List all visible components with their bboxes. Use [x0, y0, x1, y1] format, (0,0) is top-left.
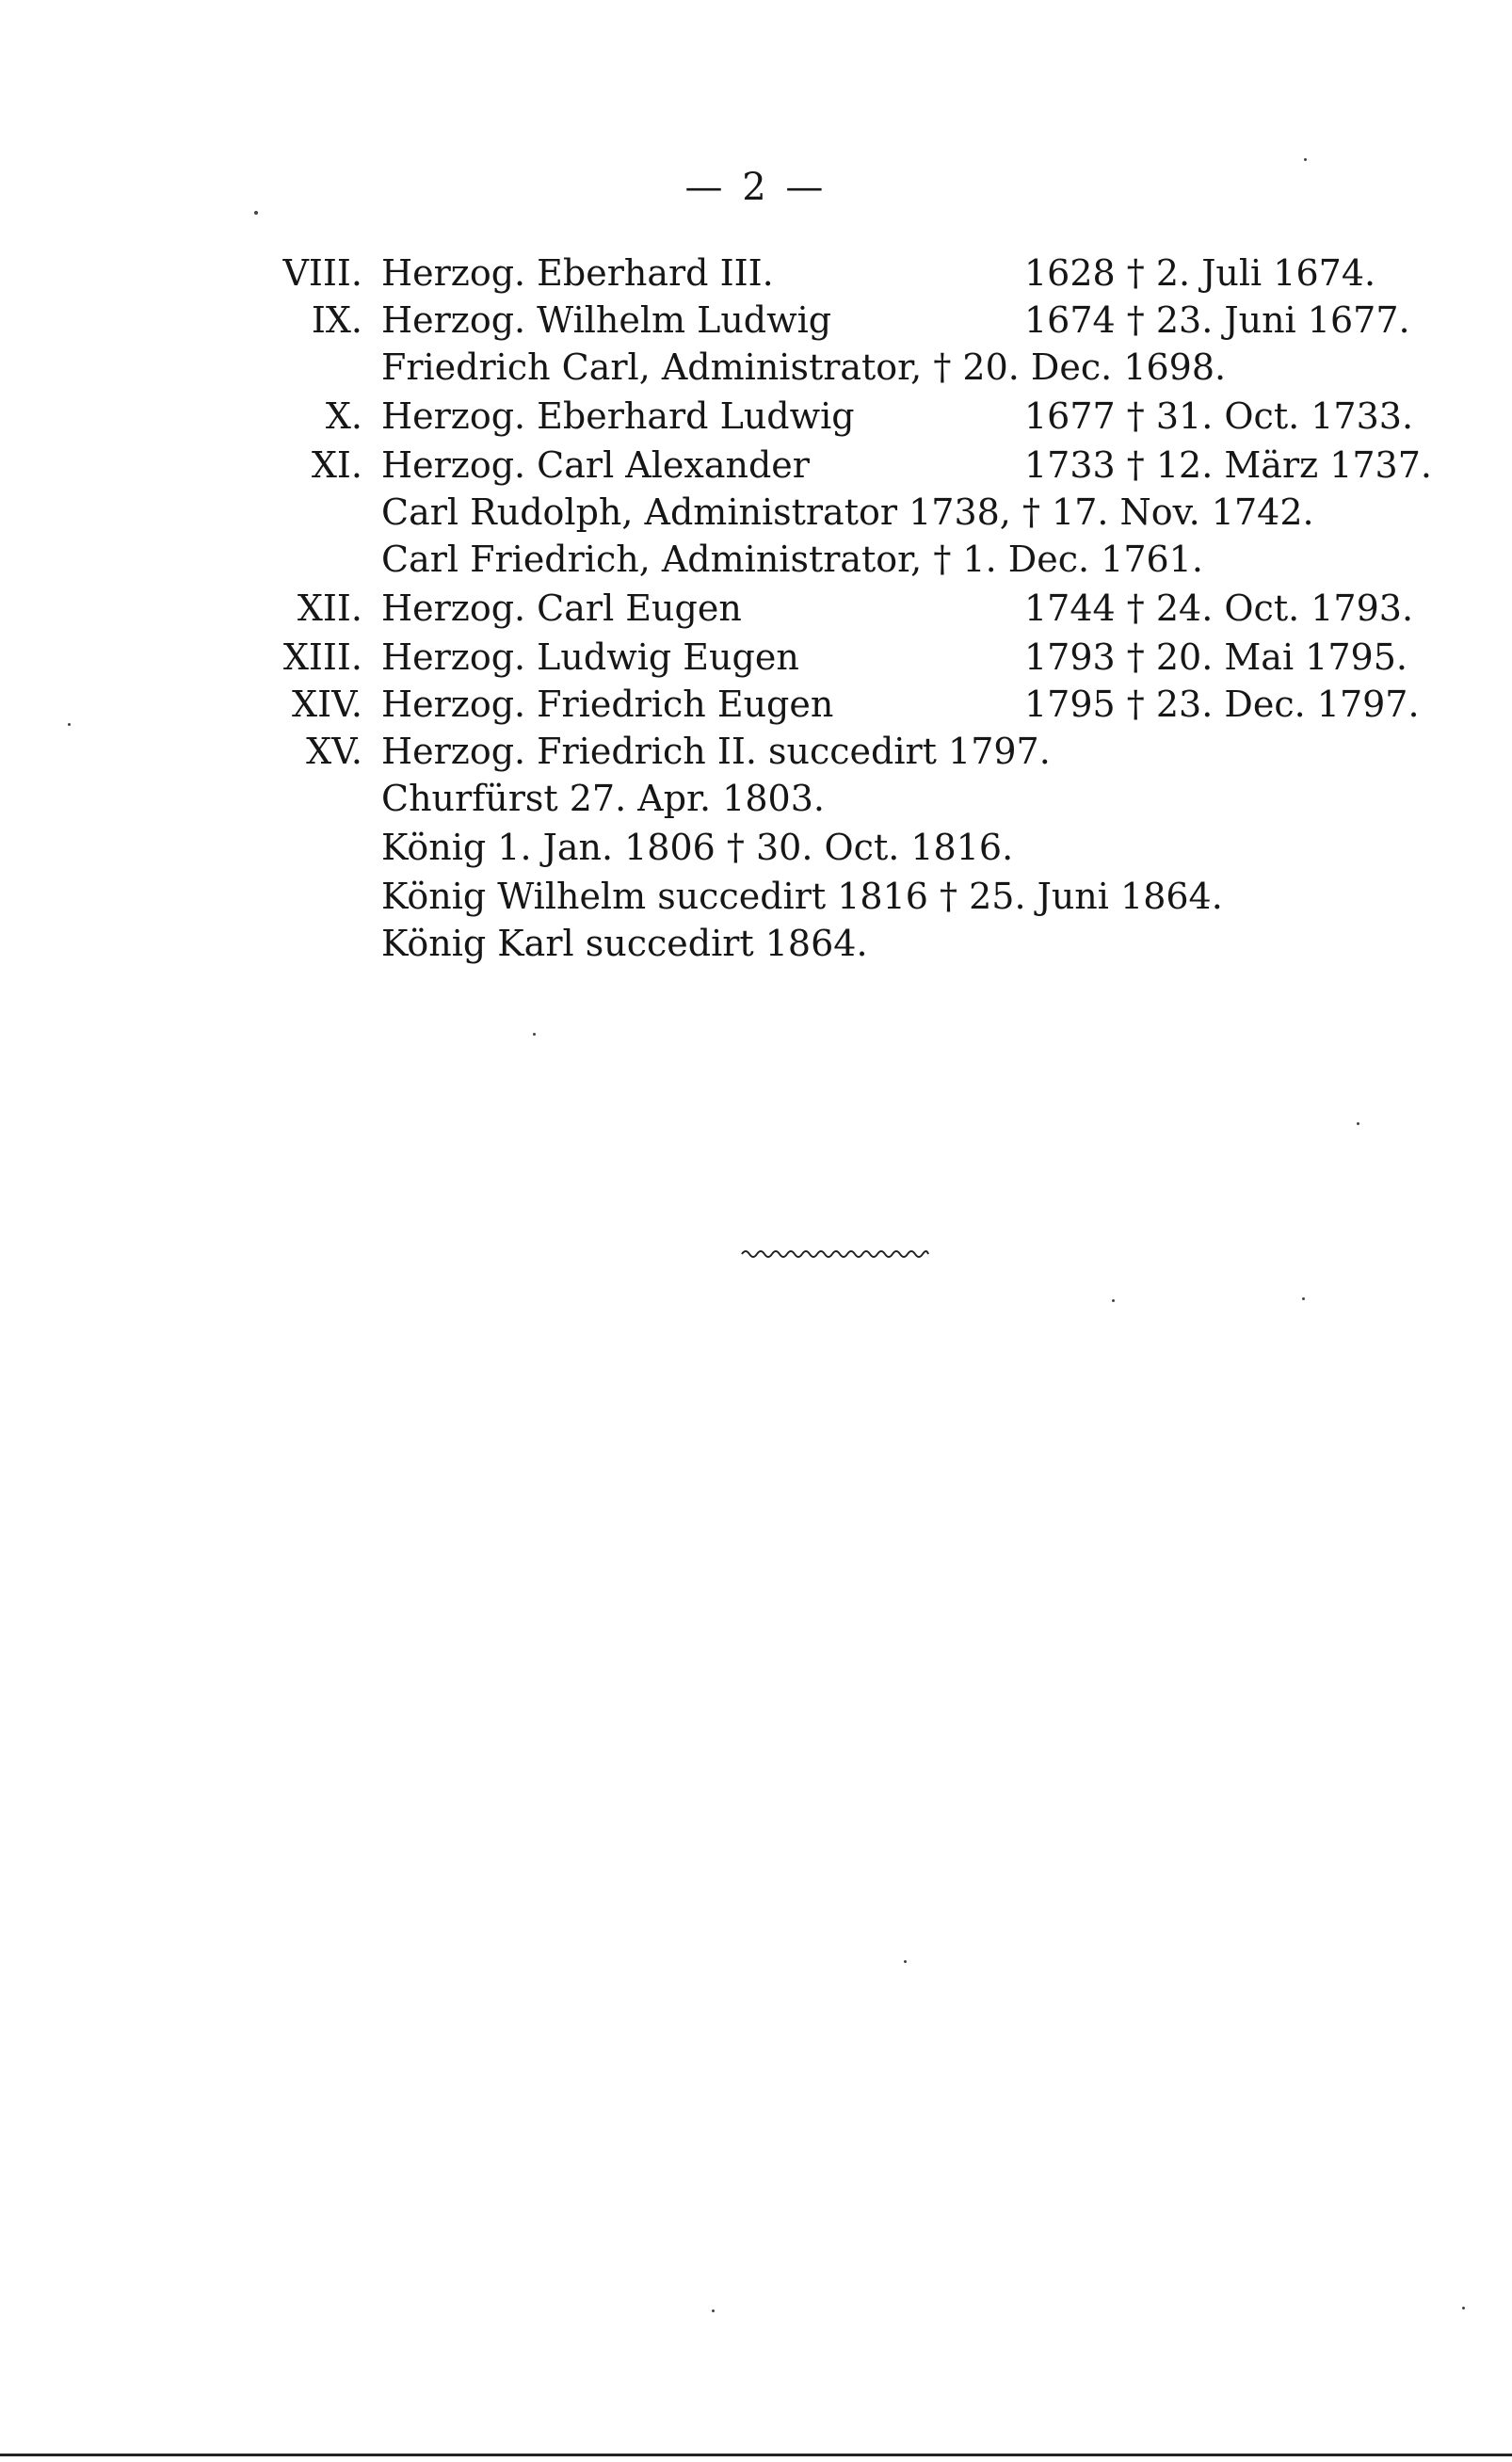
- entry-dates: 1793 † 20. Mai 1795.: [1024, 636, 1407, 678]
- entry-text: Churfürst 27. Apr. 1803.: [381, 778, 825, 819]
- page-number: — 2 —: [684, 166, 828, 209]
- entry-text: Herzog. Eberhard Ludwig: [381, 395, 855, 437]
- entry-text: König Wilhelm succedirt 1816 † 25. Juni 1864.: [381, 876, 1223, 917]
- entry-dates: 1674 † 23. Juni 1677.: [1024, 299, 1410, 341]
- entry-text: König 1. Jan. 1806 † 30. Oct. 1816.: [381, 827, 1014, 868]
- entry-text: Friedrich Carl, Administrator, † 20. Dec. 1698.: [381, 346, 1227, 388]
- page-edge-rule: [0, 2454, 1512, 2456]
- roman-numeral: IX.: [311, 299, 362, 341]
- entry-dates: 1677 † 31. Oct. 1733.: [1024, 395, 1414, 437]
- entry-dates: 1795 † 23. Dec. 1797.: [1024, 684, 1420, 725]
- entry-text: Carl Friedrich, Administrator, † 1. Dec. 1761.: [381, 539, 1203, 580]
- entry-dates: 1628 † 2. Juli 1674.: [1024, 252, 1376, 294]
- roman-numeral: XIV.: [292, 684, 362, 725]
- entry-text: Herzog. Carl Eugen: [381, 587, 742, 629]
- roman-numeral: XIII.: [282, 636, 362, 678]
- entry-dates: 1744 † 24. Oct. 1793.: [1024, 587, 1414, 629]
- entry-text: Herzog. Eberhard III.: [381, 252, 774, 294]
- entry-text: Carl Rudolph, Administrator 1738, † 17. Nov. 1742.: [381, 491, 1314, 533]
- roman-numeral: XII.: [297, 587, 362, 629]
- roman-numeral: XI.: [311, 444, 362, 486]
- entry-text: Herzog. Friedrich II. succedirt 1797.: [381, 731, 1051, 772]
- entry-text: König Karl succedirt 1864.: [381, 923, 868, 964]
- roman-numeral: XV.: [306, 731, 362, 772]
- roman-numeral: X.: [325, 395, 362, 437]
- wavy-ornament: [740, 1247, 930, 1261]
- roman-numeral: VIII.: [282, 252, 362, 294]
- entry-dates: 1733 † 12. März 1737.: [1024, 444, 1432, 486]
- entry-text: Herzog. Wilhelm Ludwig: [381, 299, 832, 341]
- entry-text: Herzog. Carl Alexander: [381, 444, 810, 486]
- entry-text: Herzog. Ludwig Eugen: [381, 636, 799, 678]
- entry-text: Herzog. Friedrich Eugen: [381, 684, 834, 725]
